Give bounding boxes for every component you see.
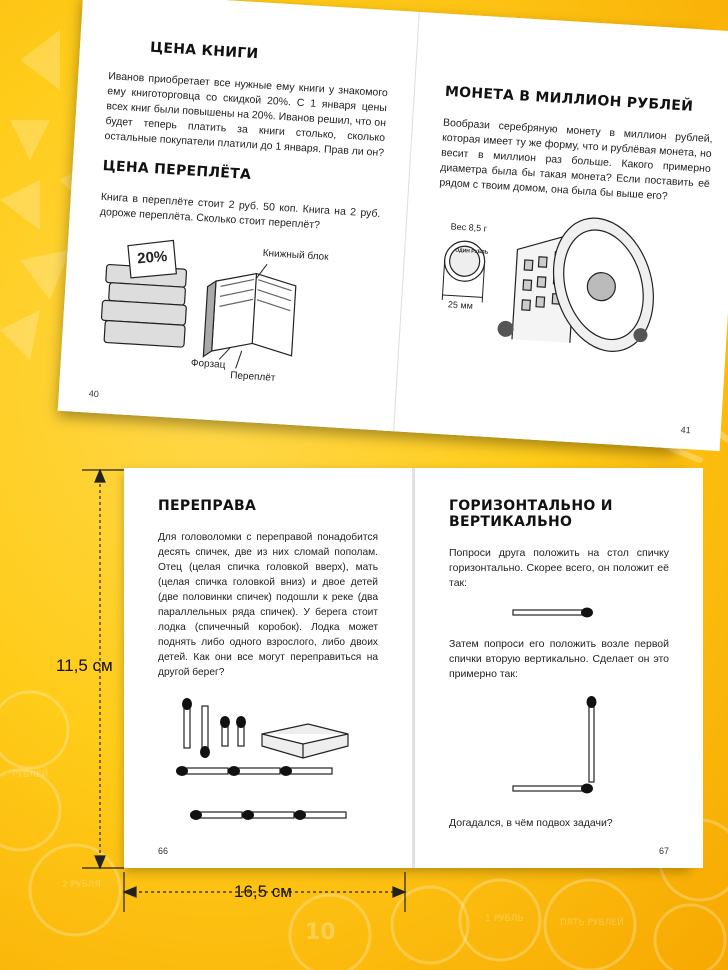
section-text-horizontal: Попроси друга положить на стол спичку горизонтально. Скорее всего, он положит её так: xyxy=(449,547,669,589)
section-title-horizontal-vertical: ГОРИЗОНТАЛЬНО И ВЕРТИКАЛЬНО xyxy=(449,498,613,530)
decor-coin-label-5: РУБЛЕЙ xyxy=(12,770,49,780)
page-number-40: 40 xyxy=(88,388,100,400)
section-title-crossing: ПЕРЕПРАВА xyxy=(158,498,257,514)
crossing-matches-drawing xyxy=(158,694,378,824)
section-text-question: Догадался, в чём подвох задачи? xyxy=(449,817,613,829)
section-text-vertical: Затем попроси его положить возле первой спички вторую вертикально. Сделает он это примерно так: xyxy=(449,638,669,680)
decor-coin-label-1: 2 РУБЛЯ xyxy=(62,880,101,890)
page-66 xyxy=(124,468,414,868)
section-title-million-coin: МОНЕТА В МИЛЛИОН РУБЛЕЙ xyxy=(444,83,694,115)
coin-weight-label: Вес 8,5 г xyxy=(450,221,488,234)
book-spread-bottom xyxy=(124,468,690,868)
coin-diameter-label: 25 мм xyxy=(447,299,474,311)
horizontal-match-drawing xyxy=(449,603,669,623)
label-book-block: Книжный блок xyxy=(262,247,329,263)
vertical-match-drawing xyxy=(449,692,669,802)
label-pereplet: Переплёт xyxy=(229,370,276,384)
section-text-crossing: Для головоломки с переправой понадобится десять спичек, две из них сломай пополам. Отец (целая спичка головкой вверх), мать (целая спичка головкой вниз) и двое детей (две половинки спичек) подошли к реке (два параллельных ряда спичек). У берега стоит лодка (спичечный коробок). Лодка может поднять либо одного взрослого, либо двоих детей. Как они все могут переправиться на другой берег? xyxy=(158,532,378,678)
page-number-41: 41 xyxy=(680,424,692,436)
decor-coin-label-4: ПЯТЬ РУБЛЕЙ xyxy=(560,918,624,928)
width-dimension-label: 16,5 см xyxy=(234,882,292,901)
section-title-binding-price: ЦЕНА ПЕРЕПЛЁТА xyxy=(102,157,252,184)
height-dimension-label: 11,5 см xyxy=(56,656,113,675)
section-text-million-coin: Вообрази серебряную монету в миллион рублей, которая имеет ту же форму, что и рублёвая монета, но весит в миллион раз больше. Какого примерно диаметра была бы такая монета? Если поставить её рядом с твоим домом, она была бы выше его? xyxy=(439,116,713,203)
page-number-66: 66 xyxy=(158,846,169,856)
discount-label: 20% xyxy=(136,248,168,268)
section-text-binding-price: Книга в переплёте стоит 2 руб. 50 коп. Книга на 2 руб. дороже переплёта. Сколько стоит переплёт? xyxy=(99,190,381,232)
section-title-book-price: ЦЕНА КНИГИ xyxy=(149,39,259,63)
page-67 xyxy=(414,468,703,868)
coin-text: ОДИН РУБЛЬ xyxy=(455,247,489,256)
page-number-67: 67 xyxy=(658,846,669,856)
decor-coin-label-3: 1 РУБЛЬ xyxy=(485,914,524,924)
decor-coin-label-2: 10 xyxy=(305,920,336,945)
label-forzac: Форзац xyxy=(190,357,226,371)
section-text-book-price: Иванов приобретает все нужные ему книги у знакомого ему книготорговца со скидкой 20%. С 1 января цены всех книг были повышены на 20%. Иванов решил, что он будет теперь платить за книги столько, сколько остальные покупатели платили до 1 января. Прав ли он? xyxy=(104,70,389,160)
